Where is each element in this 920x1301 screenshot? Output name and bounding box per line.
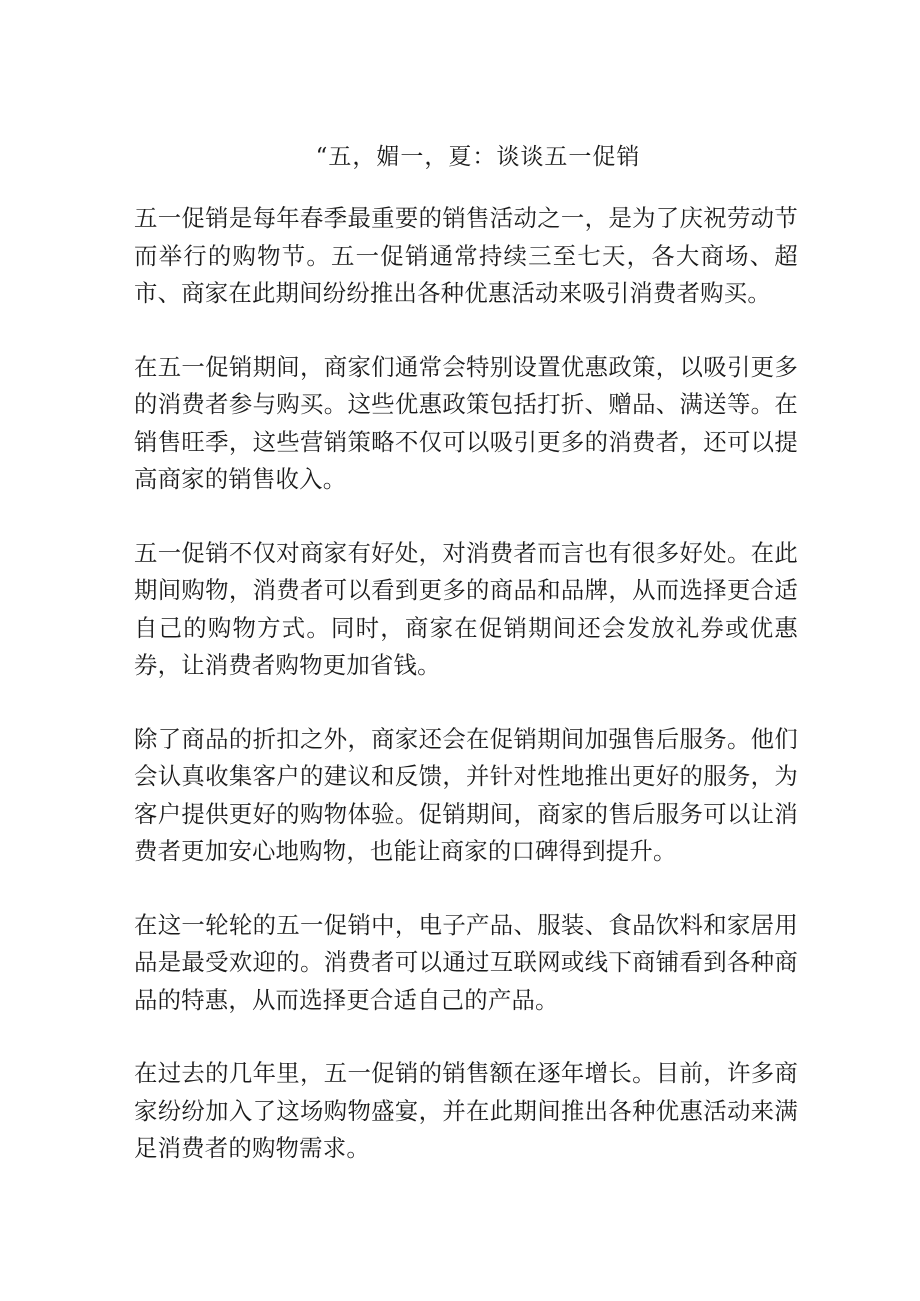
paragraph-1: 五一促销是每年春季最重要的销售活动之一，是为了庆祝劳动节而举行的购物节。五一促销通常持续三至七天，各大商场、超市、商家在此期间纷纷推出各种优惠活动来吸引消费者购买。 (134, 204, 798, 307)
document-page (134, 140, 798, 1204)
paragraph-4: 除了商品的折扣之外，商家还会在促销期间加强售后服务。他们会认真收集客户的建议和反馈，并针对性地推出更好的服务，为客户提供更好的购物体验。促销期间，商家的售后服务可以让消费者更加安心地购物，也能让商家的口碑得到提升。 (134, 724, 798, 865)
paragraph-2: 在五一促销期间，商家们通常会特别设置优惠政策，以吸引更多的消费者参与购买。这些优惠政策包括打折、赠品、满送等。在销售旺季，这些营销策略不仅可以吸引更多的消费者，还可以提高商家的销售收入。 (134, 352, 798, 493)
paragraph-3: 五一促销不仅对商家有好处，对消费者而言也有很多好处。在此期间购物，消费者可以看到更多的商品和品牌，从而选择更合适自己的购物方式。同时，商家在促销期间还会发放礼券或优惠券，让消费者购物更加省钱。 (134, 538, 798, 679)
document-title: “五，媚一，夏：谈谈五一促销 (315, 144, 641, 170)
paragraph-6: 在过去的几年里，五一促销的销售额在逐年增长。目前，许多商家纷纷加入了这场购物盛宴，并在此期间推出各种优惠活动来满足消费者的购物需求。 (134, 1059, 798, 1162)
paragraph-5: 在这一轮轮的五一促销中，电子产品、服装、食品饮料和家居用品是最受欢迎的。消费者可以通过互联网或线下商铺看到各种商品的特惠，从而选择更合适自己的产品。 (134, 910, 798, 1014)
